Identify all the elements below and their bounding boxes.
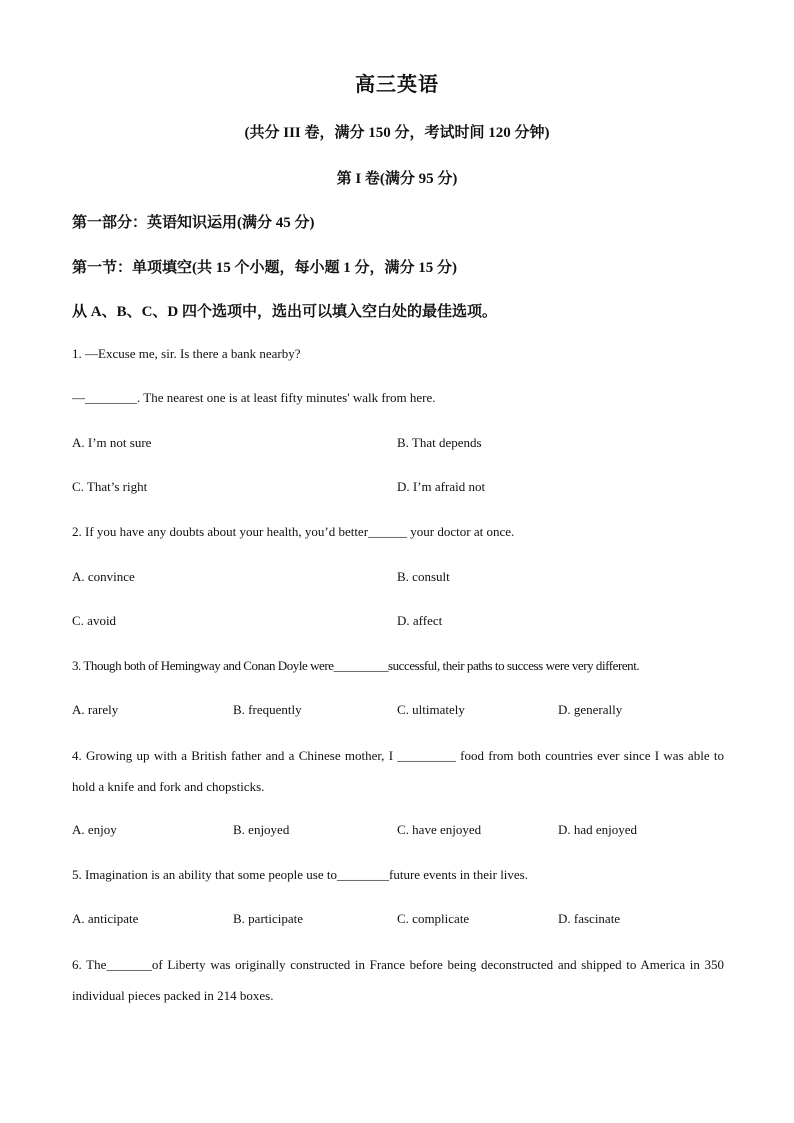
question-1-option-b: B. That depends bbox=[397, 435, 482, 450]
question-5-option-b: B. participate bbox=[233, 911, 304, 926]
question-4-option-a: A. enjoy bbox=[72, 822, 117, 837]
question-5-option-d: D. fascinate bbox=[558, 911, 621, 926]
question-4-option-c: C. have enjoyed bbox=[397, 822, 482, 837]
instruction-text: 从 A、B、C、D 四个选项中，选出可以填入空白处的最佳选项。 bbox=[72, 304, 498, 320]
question-1-option-a: A. I’m not sure bbox=[72, 435, 152, 450]
question-1-stem: 1. —Excuse me, sir. Is there a bank nearby? bbox=[72, 346, 301, 361]
question-1-option-c: C. That’s right bbox=[72, 479, 148, 494]
part-heading: 第一部分：英语知识运用(满分 45 分) bbox=[72, 215, 315, 231]
question-5-stem: 5. Imagination is an ability that some people use to________future events in their lives. bbox=[72, 867, 528, 882]
question-3-option-d: D. generally bbox=[558, 702, 623, 717]
question-2-option-b: B. consult bbox=[397, 569, 450, 584]
section-heading: 第一节：单项填空(共 15 个小题，每小题 1 分，满分 15 分) bbox=[72, 260, 457, 276]
question-2-stem: 2. If you have any doubts about your health, you’d better______ your doctor at once. bbox=[72, 524, 515, 539]
question-2-option-d: D. affect bbox=[397, 613, 443, 628]
question-2-option-a: A. convince bbox=[72, 569, 135, 584]
exam-subtitle: (共分 III 卷，满分 150 分，考试时间 120 分钟) bbox=[244, 125, 550, 141]
page-title: 高三英语 bbox=[355, 74, 439, 96]
question-1-answer-line: —________. The nearest one is at least fifty minutes' walk from here. bbox=[72, 390, 436, 405]
volume-heading: 第 I 卷(满分 95 分) bbox=[336, 171, 458, 187]
question-4-option-b: B. enjoyed bbox=[233, 822, 290, 837]
question-5-option-c: C. complicate bbox=[397, 911, 470, 926]
question-4-option-d: D. had enjoyed bbox=[558, 822, 638, 837]
question-3-option-a: A. rarely bbox=[72, 702, 119, 717]
question-1-option-d: D. I’m afraid not bbox=[397, 479, 486, 494]
question-3-option-b: B. frequently bbox=[233, 702, 302, 717]
question-3-stem: 3. Though both of Hemingway and Conan Doyle were_________successful, their paths to success were very different. bbox=[72, 658, 640, 673]
question-4-stem: 4. Growing up with a British father and a Chinese mother, I _________ food from both countries ever since I was able to hold a knife and fork and chopsticks. bbox=[72, 748, 724, 794]
question-5-option-a: A. anticipate bbox=[72, 911, 139, 926]
question-2-option-c: C. avoid bbox=[72, 613, 117, 628]
question-3-option-c: C. ultimately bbox=[397, 702, 465, 717]
question-6-stem: 6. The_______of Liberty was originally constructed in France before being deconstructed and shipped to America in 350 individual pieces packed in 214 boxes. bbox=[72, 957, 724, 1003]
